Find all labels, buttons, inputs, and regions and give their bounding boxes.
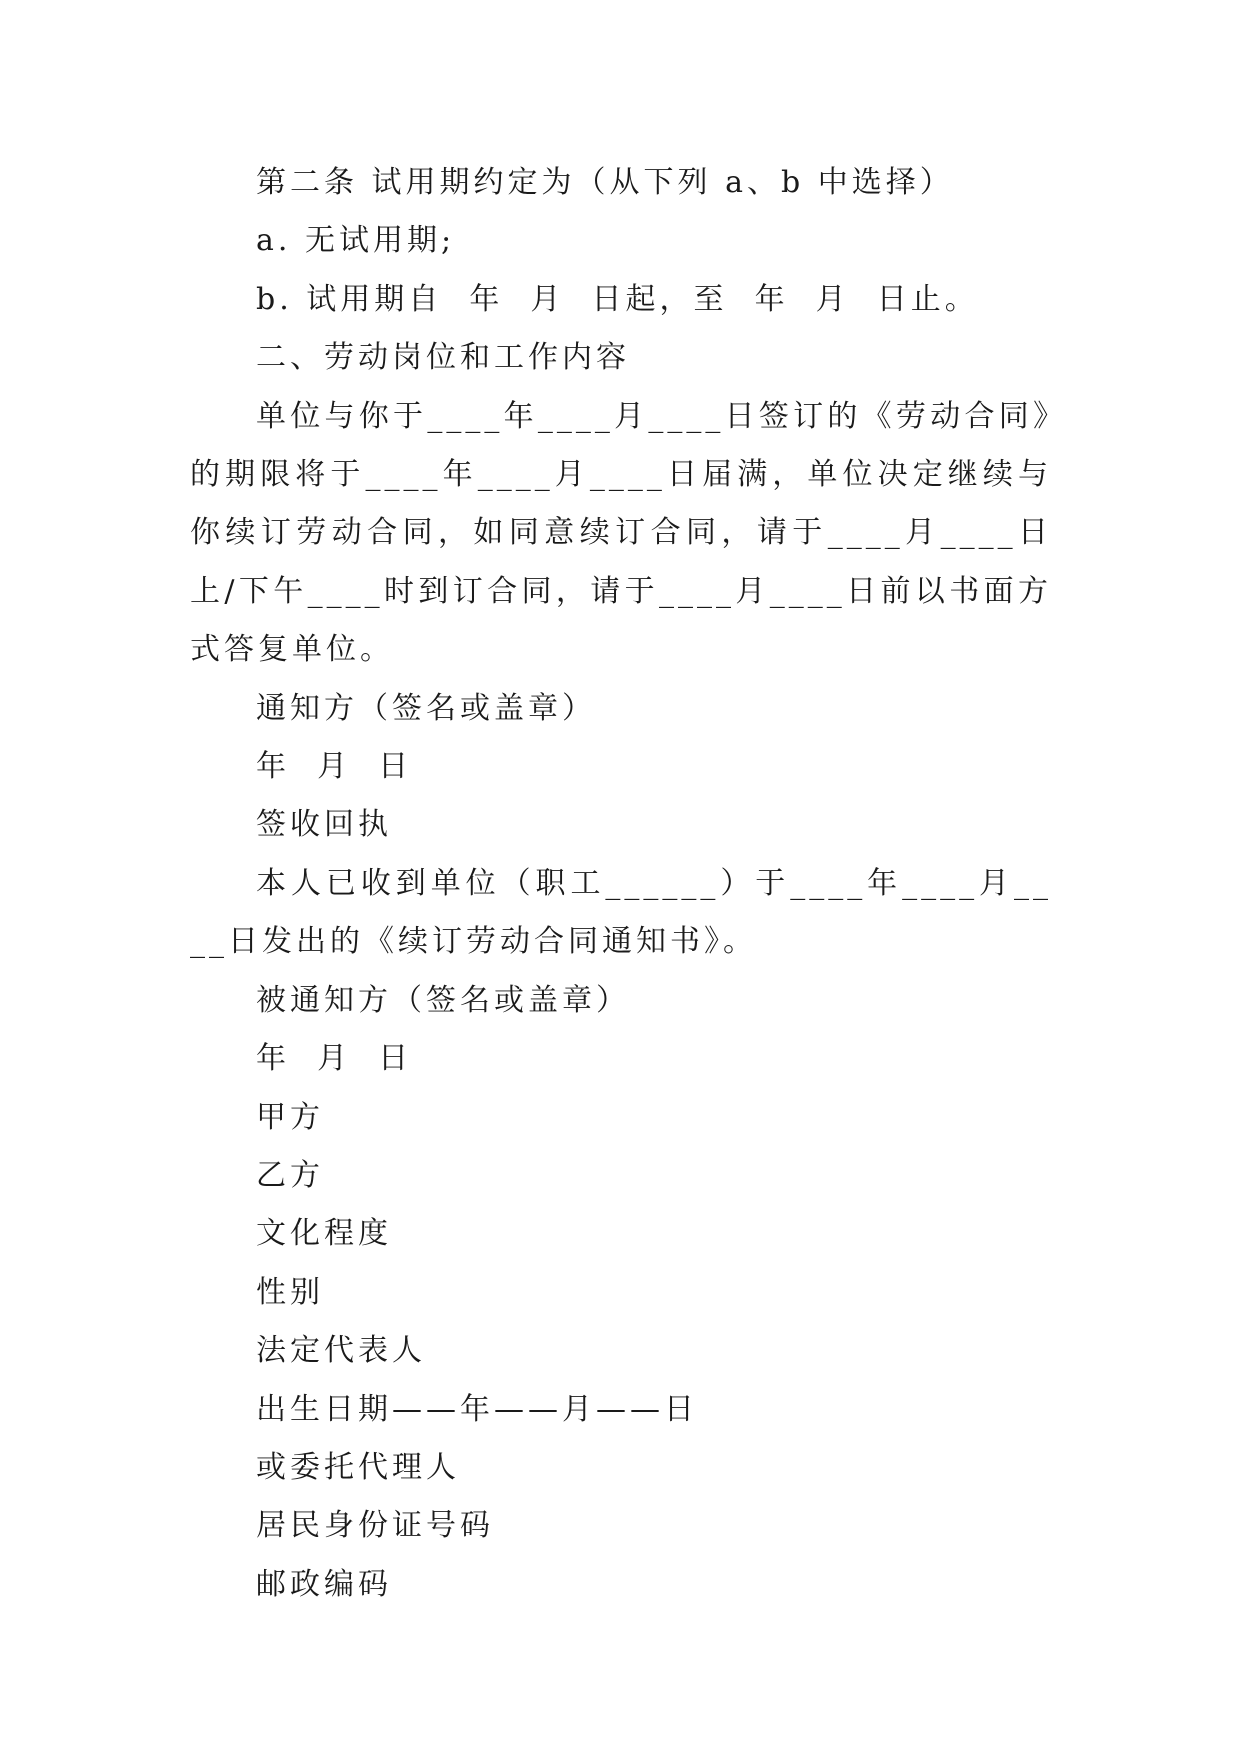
probation-option-a: a. 无试用期;	[256, 223, 456, 259]
id-number-label: 居民身份证号码	[256, 1508, 494, 1544]
legal-representative-label: 法定代表人	[256, 1333, 426, 1369]
clause-probation-heading: 第二条 试用期约定为（从下列 a、b 中选择）	[256, 165, 954, 200]
probation-option-b: b. 试用期自 年 月 日起，至 年 月 日止。	[256, 281, 979, 317]
notified-date-line: 年 月 日	[256, 1041, 413, 1077]
party-a-label: 甲方	[256, 1099, 324, 1135]
notifier-signature-label: 通知方（签名或盖章）	[256, 690, 596, 726]
notified-signature-label: 被通知方（签名或盖章）	[256, 982, 630, 1018]
receipt-heading: 签收回执	[256, 807, 392, 843]
document-body	[190, 154, 1052, 1614]
birth-date-line: 出生日期——年——月——日	[256, 1391, 698, 1427]
renewal-notice-paragraph: 单位与你于____年____月____日签订的《劳动合同》的期限将于____年____月____日届满，单位决定继续与你续订劳动合同，如同意续订合同，请于____月____日上/下午____时到订合同，请于____月____日前以书面方式答复单位。	[190, 398, 1052, 668]
notifier-date-line: 年 月 日	[256, 749, 413, 785]
receipt-paragraph: 本人已收到单位（职工______）于____年____月____日发出的《续订劳动合同通知书》。	[190, 865, 1052, 960]
postal-code-label: 邮政编码	[256, 1566, 392, 1602]
section-heading-job-position: 二、劳动岗位和工作内容	[256, 340, 630, 376]
gender-label: 性别	[256, 1274, 324, 1310]
authorized-agent-label: 或委托代理人	[256, 1449, 460, 1485]
party-b-label: 乙方	[256, 1157, 324, 1193]
education-label: 文化程度	[256, 1216, 392, 1252]
